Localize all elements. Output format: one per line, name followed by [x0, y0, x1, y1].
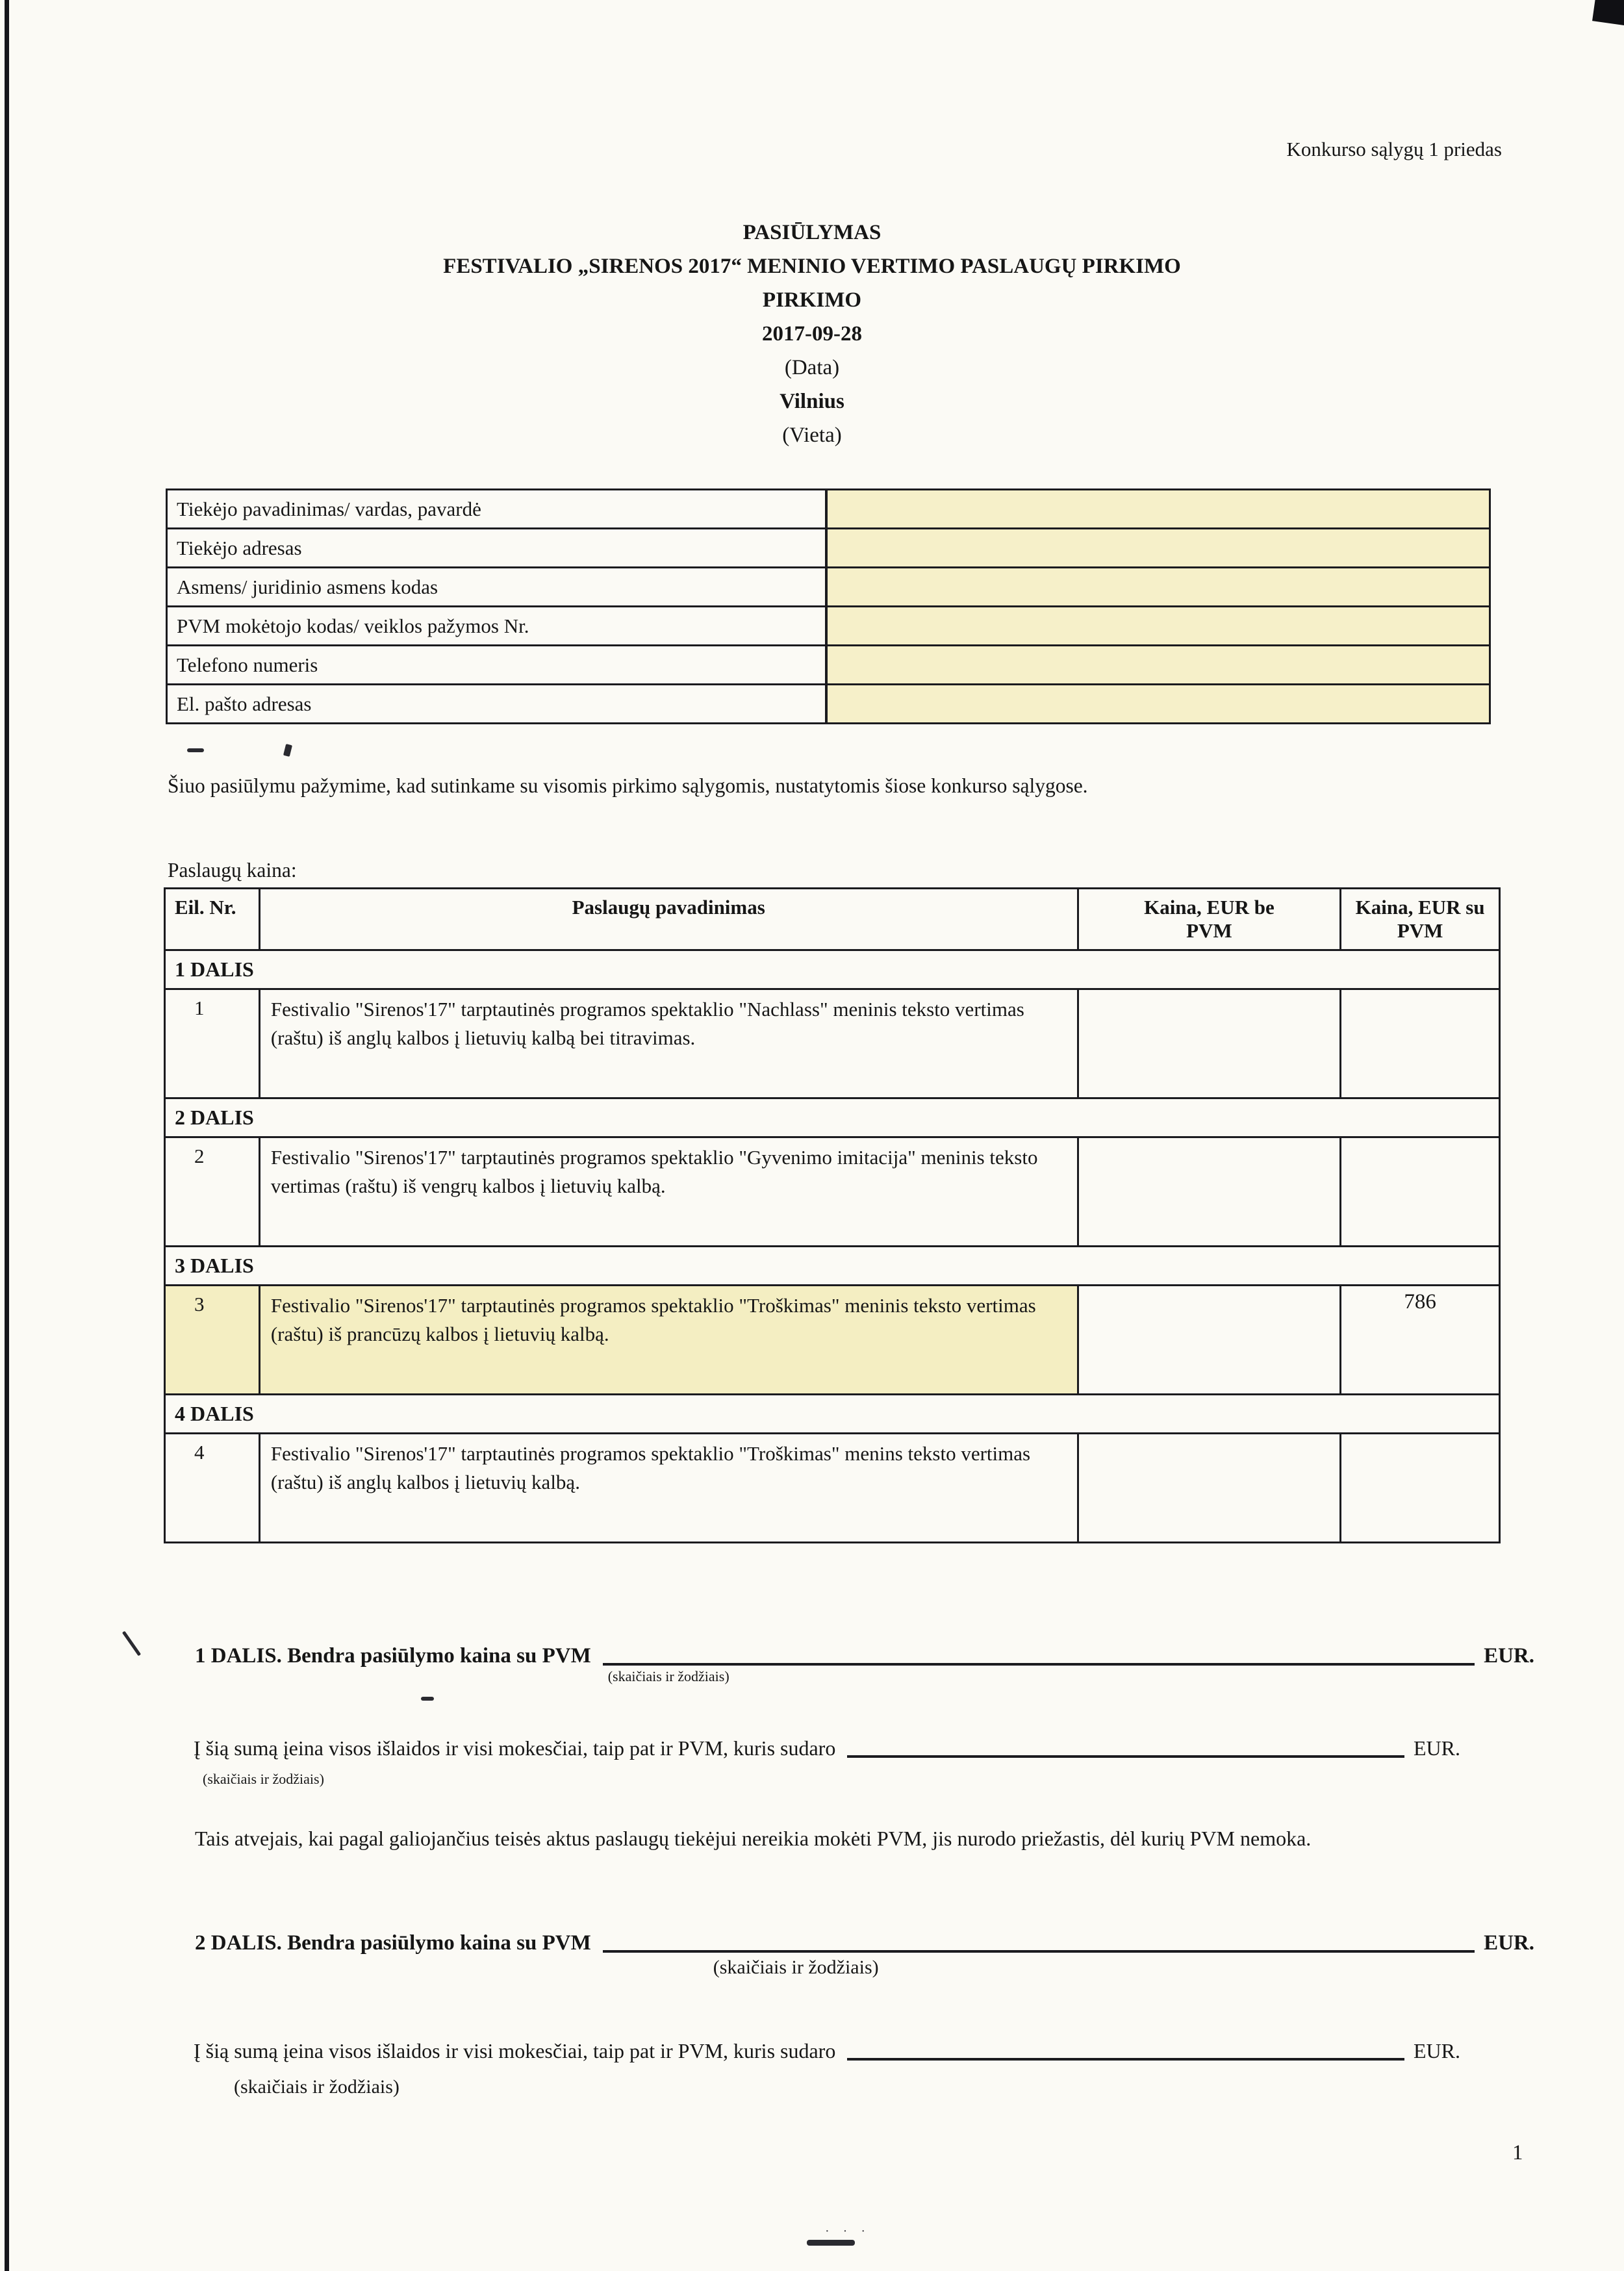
fill-hint: (skaičiais ir žodžiais) — [234, 2076, 400, 2098]
document-date: 2017-09-28 — [762, 322, 862, 346]
supplier-name-field — [826, 490, 1490, 529]
price-table-caption: Paslaugų kaina: — [168, 859, 297, 882]
attachment-note: Konkurso sąlygų 1 priedas — [1286, 138, 1502, 160]
pen-mark — [421, 1697, 434, 1701]
vat-code-field — [826, 607, 1490, 646]
agreement-statement: Šiuo pasiūlymu pažymime, kad sutinkame su visomis pirkimo sąlygomis, nustatytomis šiose konkurso sąlygose. — [168, 774, 1088, 797]
services-price-table — [164, 887, 1501, 1543]
table-row — [167, 490, 1490, 529]
item-number: 3 — [165, 1286, 260, 1395]
item-number: 1 — [165, 989, 260, 1098]
document-subtitle-2: PIRKIMO — [762, 288, 862, 312]
table-row — [165, 1286, 1500, 1395]
no-vat-note: Tais atvejais, kai pagal galiojančius teisės aktus paslaugų tiekėjui nereikia mokėti PVM, jis nurodo priežastis, dėl kurių PVM nemoka. — [195, 1827, 1312, 1850]
part2-vat-line — [194, 2032, 1460, 2064]
supplier-name-label: Tiekėjo pavadinimas/ vardas, pavardė — [167, 490, 826, 529]
item-price-no-vat — [1078, 1434, 1341, 1543]
section-row — [165, 1395, 1500, 1434]
item-price-with-vat: 786 — [1341, 1286, 1500, 1395]
table-row — [167, 607, 1490, 646]
col-header-service: Paslaugų pavadinimas — [259, 889, 1078, 950]
item-price-with-vat — [1341, 1434, 1500, 1543]
part1-total-line — [195, 1637, 1534, 1684]
personal-code-field — [826, 568, 1490, 607]
date-caption: (Data) — [784, 356, 840, 379]
vat-code-label: PVM mokėtojo kodas/ veiklos pažymos Nr. — [167, 607, 826, 646]
item-description: Festivalio "Sirenos'17" tarptautinės programos spektaklio "Troškimas" meninis teksto vertimas (raštu) iš prancūzų kalbos į lietuvių kalbą. — [259, 1286, 1078, 1395]
document-place: Vilnius — [780, 390, 844, 413]
table-row — [167, 646, 1490, 685]
supplier-address-label: Tiekėjo adresas — [167, 529, 826, 568]
item-price-with-vat — [1341, 1137, 1500, 1247]
item-price-no-vat — [1078, 1286, 1341, 1395]
part1-total-label: 1 DALIS. Bendra pasiūlymo kaina su PVM — [195, 1644, 591, 1668]
col-header-price-no-vat: Kaina, EUR be PVM — [1078, 889, 1341, 950]
currency-label: EUR. — [1484, 1644, 1534, 1668]
table-row — [167, 529, 1490, 568]
part2-total-line — [195, 1924, 1534, 1978]
scan-smudge-artifact — [807, 2240, 855, 2246]
pen-mark — [283, 744, 292, 757]
section-row — [165, 1247, 1500, 1286]
section-row — [165, 950, 1500, 989]
fill-hint: (skaičiais ir žodžiais) — [203, 1771, 324, 1787]
section-title: 2 DALIS — [165, 1098, 1500, 1137]
part1-vat-blank — [847, 1729, 1404, 1758]
item-number: 4 — [165, 1434, 260, 1543]
phone-field — [826, 646, 1490, 685]
document-subtitle: FESTIVALIO „SIRENOS 2017“ MENINIO VERTIMO PASLAUGŲ PIRKIMO — [443, 255, 1181, 278]
col-header-price-with-vat: Kaina, EUR su PVM — [1341, 889, 1500, 950]
pen-mark — [187, 748, 204, 752]
part2-total-label: 2 DALIS. Bendra pasiūlymo kaina su PVM — [195, 1931, 591, 1955]
table-header-row — [165, 889, 1500, 950]
fill-hint: (skaičiais ir žodžiais) — [713, 1957, 879, 1978]
supplier-address-field — [826, 529, 1490, 568]
phone-label: Telefono numeris — [167, 646, 826, 685]
personal-code-label: Asmens/ juridinio asmens kodas — [167, 568, 826, 607]
item-description: Festivalio "Sirenos'17" tarptautinės programos spektaklio "Gyvenimo imitacija" meninis teksto vertimas (raštu) iš vengrų kalbos į lietuvių kalbą. — [259, 1137, 1078, 1247]
currency-label: EUR. — [1484, 1931, 1534, 1955]
currency-label: EUR. — [1414, 1736, 1460, 1760]
col-header-number: Eil. Nr. — [165, 889, 260, 950]
email-field — [826, 685, 1490, 724]
section-title: 4 DALIS — [165, 1395, 1500, 1434]
section-row — [165, 1098, 1500, 1137]
page-number: 1 — [1512, 2141, 1523, 2164]
vat-sentence: Į šią sumą įeina visos išlaidos ir visi mokesčiai, taip pat ir PVM, kuris sudaro — [194, 2039, 836, 2062]
part1-vat-line — [194, 1729, 1460, 1762]
item-price-no-vat — [1078, 1137, 1341, 1247]
currency-label: EUR. — [1414, 2039, 1460, 2062]
table-row — [165, 1137, 1500, 1247]
fill-hint: (skaičiais ir žodžiais) — [607, 1668, 730, 1684]
item-price-with-vat — [1341, 989, 1500, 1098]
table-row — [165, 1434, 1500, 1543]
document-header — [0, 216, 1624, 452]
part2-vat-blank — [847, 2032, 1404, 2061]
table-row — [165, 989, 1500, 1098]
item-price-no-vat — [1078, 989, 1341, 1098]
supplier-info-table — [166, 488, 1491, 724]
table-row — [167, 568, 1490, 607]
vat-sentence: Į šią sumą įeina visos išlaidos ir visi mokesčiai, taip pat ir PVM, kuris sudaro — [194, 1736, 836, 1760]
email-label: El. pašto adresas — [167, 685, 826, 724]
item-number: 2 — [165, 1137, 260, 1247]
scan-smudge-dots: · · · — [825, 2224, 870, 2239]
part1-total-blank — [603, 1637, 1475, 1684]
section-title: 1 DALIS — [165, 950, 1500, 989]
document-title: PASIŪLYMAS — [742, 221, 882, 244]
scan-corner-artifact — [1592, 0, 1624, 25]
part2-total-blank — [603, 1924, 1475, 1978]
place-caption: (Vieta) — [782, 424, 842, 447]
item-description: Festivalio "Sirenos'17" tarptautinės programos spektaklio "Nachlass" meninis teksto vertimas (raštu) iš anglų kalbos į lietuvių kalbą bei titravimas. — [259, 989, 1078, 1098]
table-row — [167, 685, 1490, 724]
pen-mark — [122, 1631, 141, 1656]
section-title: 3 DALIS — [165, 1247, 1500, 1286]
item-description: Festivalio "Sirenos'17" tarptautinės programos spektaklio "Troškimas" menins teksto vertimas (raštu) iš anglų kalbos į lietuvių kalbą. — [259, 1434, 1078, 1543]
